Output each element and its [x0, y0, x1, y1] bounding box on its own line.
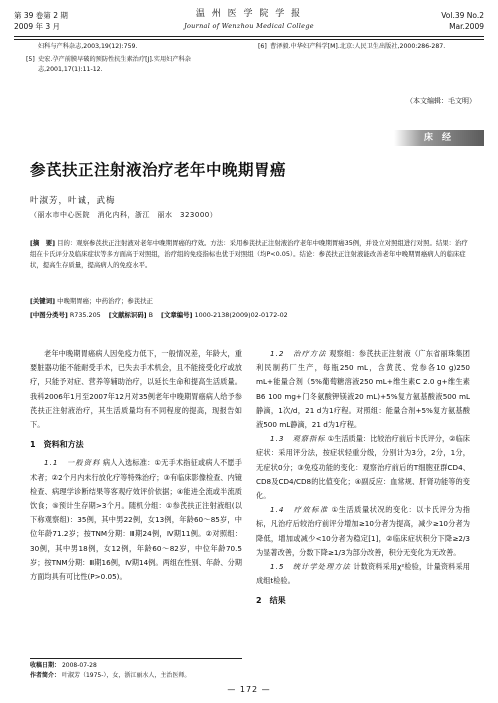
subsection-label: 1.2 治疗方法: [270, 349, 327, 358]
journal-name-en: Journal of Wenzhou Medical College: [184, 22, 314, 30]
header-issue-en: [441, 10, 484, 32]
body-right-column: [256, 347, 470, 613]
keywords-label: [关键词]: [30, 297, 56, 305]
header-date: 2009 年 3 月: [14, 22, 61, 31]
intro-paragraph: 老年中晚期胃癌病人因免疫力低下，一般情况差，年龄大，重要脏器功能不能耐受手术，已失去手术机会，且不能接受化疗或放疗，只能予对症、营养等辅助治疗，以延长生命和提高生活质量。我科2006年1月至2007年12月对35例老年中晚期胃癌病人给予参芪扶正注射液治疗，其生活质量均有不同程度的提高，现报告如下。: [30, 349, 242, 430]
header-date-en: Mar.2009: [449, 22, 484, 31]
received-date: 2008-07-28: [61, 662, 97, 669]
subsection-label: 1.3 观察指标: [270, 434, 326, 444]
prev-references-left: [26, 42, 231, 75]
reference-item: [6] 曹泽毅.中华妇产科学[M].北京:人民卫生出版社,2000:286-287.: [258, 43, 446, 50]
header-rule-thin: [14, 39, 484, 40]
received-label: 收稿日期：: [30, 662, 61, 669]
section-heading: 1 资料和方法: [30, 440, 84, 450]
subsection-label: 1.4 疗效标准: [270, 505, 329, 515]
reference-item: 妇科与产科杂志,2003,19(12):759.: [38, 43, 138, 50]
article-affiliation: （丽水市中心医院 消化内科，浙江 丽水 323000）: [30, 211, 218, 219]
page-number: — 172 —: [227, 685, 271, 694]
header-rule: [14, 36, 484, 37]
reference-item: [5] 史宏.孕产前膜早破的预防性抗生素治疗[J].实用妇产科杂志,2001,17(1):11-12.: [26, 56, 191, 73]
journal-name-cn: 温 州 医 学 院 学 报: [195, 9, 303, 19]
doc-code: B: [148, 311, 153, 319]
header-journal: [0, 8, 498, 32]
abstract: [30, 238, 470, 272]
keywords: [30, 296, 470, 307]
section-banner: 床 经: [394, 130, 484, 146]
footnote-received: [30, 661, 242, 671]
subsection-text: 观察组：参芪扶正注射液（广东省丽珠集团利民制药厂生产，每瓶250 mL，含黄芪、党参各10 g)250 mL+能量合剂（5%葡萄糖溶液250 mL+维生素C 2.0 g+维生素B6 100 mg+门冬氨酸钾镁液20 mL)+5%复方氨基酸液500 mL静滴，1次/d，21 d为1疗程。对照组：能量合剂+5%复方氨基酸液500 mL静滴，21 d为1疗程。: [256, 349, 470, 430]
subsection-label: 1.1 一般资料: [44, 458, 101, 468]
section-heading: 2 结果: [256, 596, 286, 606]
abstract-text: 目的：观察参芪扶正注射液对老年中晚期胃癌的疗效。方法：采用参芪扶正注射液治疗老年中晚期胃癌35例，并设立对照组进行对照。结果：治疗组在卡氏评分及临床症状等多方面高于对照组，治疗组的免疫指标也优于对照组（均P<0.05）。结论：参芪扶正注射液能改善老年中晚期胃癌病人的临床症状，提高生存质量，提高病人的免疫水平。: [30, 239, 468, 270]
doc-code-label: [文献标识码]: [108, 311, 147, 319]
header-volume-en: Vol.39 No.2: [441, 11, 484, 20]
class-number: R735.205: [69, 311, 101, 319]
author-bio: 叶淑芳（1975-），女，浙江丽水人，主治医师。: [61, 672, 191, 679]
prev-references-right: [258, 42, 472, 52]
editor-note: （本文编辑：毛文明）: [406, 97, 476, 105]
article-title: 参芪扶正注射液治疗老年中晚期胃癌: [30, 160, 287, 179]
subsection-text: ①生活质量：比较治疗前后卡氏评分，②临床症状：采用评分法，按症状轻重分级，分别计为3分，2分，1分，无症状0分；③免疫功能的变化：观察治疗前后的T细胞亚群CD4、CD8及CD4/CD8的比值变化；④副反应：血常规、肝肾功能等的变化。: [256, 434, 470, 501]
footnote-author: [30, 671, 242, 681]
body-left-column: [30, 347, 242, 584]
class-label: [中图分类号]: [30, 311, 68, 319]
article-authors: 叶淑芳，叶诚，武梅: [30, 196, 116, 206]
abstract-label: [摘 要]: [30, 239, 56, 247]
subsection-text: ①生活质量状况的变化：以卡氏评分为指标，凡治疗后较治疗前评分增加≥10分者为提高，减少≥10分者为降低，增加或减少<10分者为稳定[1]，②临床症状积分下降≥2/3为显著改善，分数下降≥1/3为部分改善，积分无变化为无改善。: [256, 505, 470, 557]
author-bio-label: 作者简介：: [30, 672, 61, 679]
classification: [30, 310, 470, 321]
article-no-label: [文章编号]: [161, 311, 193, 319]
subsection-text: 病人入选标准：①无手术指征或病人不愿手术者；②2个月内未行放化疗等特殊治疗；③有临床影像检查、内镜检查、病理学诊断结果等客观疗效评价依据；④能进全流或半流质饮食；⑤预计生存期>3个月。随机分组：①参芪扶正注射液组(以下称观察组)：35例，其中男22例，女13例，年龄60～85岁，中位年龄71.2岁；按TNM分期：Ⅲ期24例，Ⅳ期11例。②对照组：30例，其中男18例，女12例，年龄60～82岁，中位年龄70.5岁；按TNM分期：Ⅲ期16例，Ⅳ期14例。两组在性别、年龄、分期方面均具有可比性(P>0.05)。: [30, 458, 242, 582]
article-number: 1000-2138(2009)02-0172-02: [194, 311, 288, 319]
subsection-label: 1.5 统计学处理方法: [270, 562, 351, 572]
header-volume: 第 39 卷第 2 期: [14, 11, 68, 20]
keywords-text: 中晚期胃癌；中药治疗；参芪扶正: [57, 297, 153, 305]
subsection-text: 计数资料采用χ²检验，计量资料采用成组t检验。: [256, 562, 470, 586]
footnote-rule: [30, 658, 242, 659]
